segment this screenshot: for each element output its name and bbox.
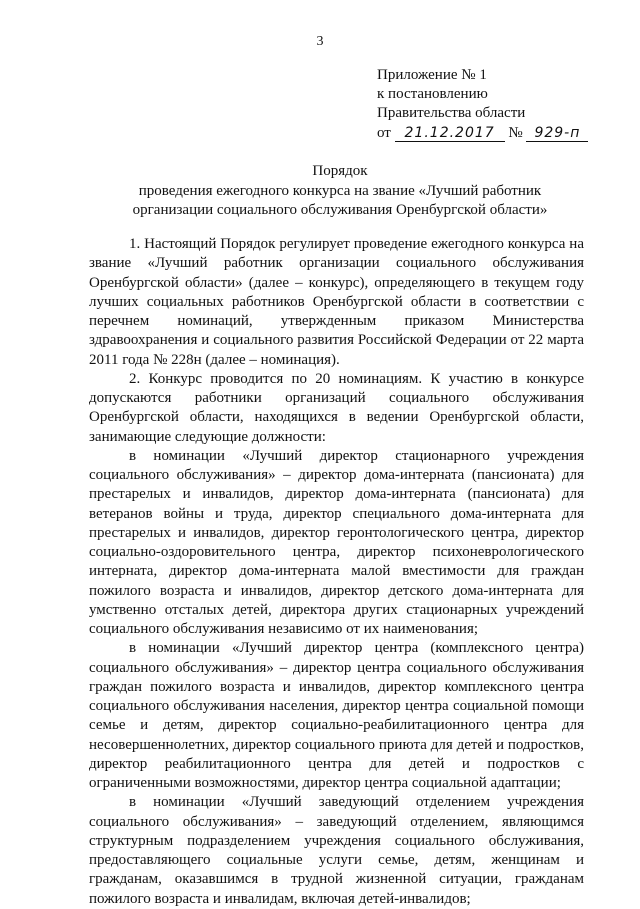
from-label: от [377,124,391,141]
title-line-3: организации социального обслуживания Оренбургской области» [132,202,548,218]
paragraph-nomination-department: в номинации «Лучший заведующий отделением учреждения социального обслуживания» – заведующий отделением, являющимся структурным подразделением учреждения социального обслуживания, предоставляющего социальные услуги семье, детям, женщинам и гражданам, оказавшимся в трудной жизненной ситуации, гражданам пожилого возраста и инвалидам, включая детей-инвалидов; [89,794,584,907]
paragraph-nomination-stationary: в номинации «Лучший директор стационарного учреждения социального обслуживания» – директор дома-интерната (пансионата) для престарелых и инвалидов, директор дома-интерната (пансионата) для ветеранов войны и труда, директор специального дома-интерната для престарелых и инвалидов, директор геронтологического центра, директор социально-оздоровительного центра, директор психоневрологического интерната, директор дома-интерната малой вместимости для граждан пожилого возраста и инвалидов, директор детского дома-интерната для умственно отсталых детей, директора других стационарных учреждений социального обслуживания независимо от их наименования; [89,447,584,637]
appendix-line-resolution: к постановлению [377,86,488,103]
number-label: № [508,124,523,141]
appendix-line-government: Правительства области [377,105,526,122]
title-line-2: проведения ежегодного конкурса на звание «Лучший работник [138,182,542,199]
paragraph-2: 2. Конкурс проводится по 20 номинациям. К участию в конкурсе допускаются работники организаций социального обслуживания Оренбургской области, находящихся в ведении Оренбургской области, занимающие следующие должности: [89,370,584,445]
appendix-line-date-number [377,124,627,143]
paragraph-nomination-center: в номинации «Лучший директор центра (комплексного центра) социального обслуживания» – директор центра социального обслуживания граждан пожилого возраста и инвалидов, директор комплексного центра социального обслуживания населения, директор центра социальной помощи семье и детям, директор социально-реабилитационного центра для несовершеннолетних, директор социального приюта для детей и подростков, директор реабилитационного центра для детей и подростков с ограниченными возможностями, директор центра социальной адаптации; [89,640,584,791]
document-title [60,162,620,221]
handwritten-date: 21.12.2017 [395,126,505,142]
paragraph-1: 1. Настоящий Порядок регулирует проведение ежегодного конкурса на звание «Лучший работник организации социального обслуживания Оренбургской области» (далее – конкурс), определяющего в текущем году лучших социальных работников Оренбургской области в соответствии с перечнем номинаций, утвержденным приказом Министерства здравоохранения и социального развития Российской Федерации от 22 марта 2011 года № 228н (далее – номинация). [89,236,584,368]
handwritten-number: 929-п [526,126,588,142]
document-body [89,235,584,909]
appendix-line-title: Приложение № 1 [377,67,487,83]
title-line-1: Порядок [312,163,368,179]
appendix-header [377,66,627,143]
page-number: 3 [316,34,324,49]
